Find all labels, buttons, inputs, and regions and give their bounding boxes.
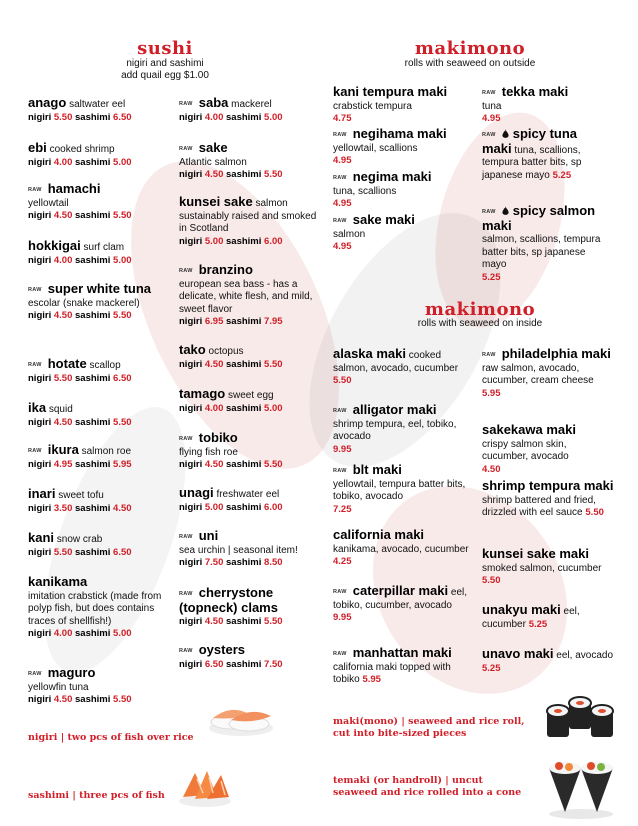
- item-description: raw salmon, avocado, cucumber, cream cheese: [482, 362, 594, 386]
- menu-item: [179, 97, 324, 124]
- item-name: alaska maki: [333, 346, 407, 361]
- item-name: sake maki: [352, 212, 415, 227]
- sashimi-label: sashimi: [75, 210, 111, 221]
- raw-badge: RAW: [333, 468, 347, 474]
- item-name: super white tuna: [47, 281, 152, 296]
- sashimi-price: 6.50: [113, 372, 132, 384]
- footer-nigiri: nigiri | two pcs of fish over rice: [28, 732, 194, 743]
- item-description: crabstick tempura: [333, 100, 412, 112]
- menu-item: [28, 97, 173, 124]
- item-name: ikura: [47, 442, 79, 457]
- nigiri-shrimp-image: [205, 698, 275, 738]
- item-price: 4.95: [482, 113, 501, 124]
- nigiri-price: 4.50: [204, 459, 224, 470]
- item-description: shrimp tempura, eel, tobiko, avocado: [333, 418, 457, 442]
- nigiri-price: 4.00: [204, 111, 224, 123]
- item-name: california maki: [333, 527, 425, 542]
- item-name: sakekawa maki: [482, 422, 576, 437]
- menu-item: [179, 196, 324, 248]
- item-price: 5.50: [482, 575, 501, 586]
- nigiri-label: nigiri: [28, 458, 52, 470]
- sashimi-label: sashimi: [226, 358, 262, 370]
- item-description: yellowfin tuna: [28, 681, 89, 693]
- menu-item: [482, 86, 610, 126]
- menu-item: [28, 402, 173, 429]
- item-prices: [179, 359, 324, 372]
- item-name: unavo maki: [482, 646, 554, 661]
- sashimi-label: sashimi: [226, 501, 262, 513]
- item-name: saba: [198, 95, 229, 110]
- item-name: sake: [198, 140, 228, 155]
- nigiri-label: nigiri: [179, 111, 203, 123]
- sashimi-label: sashimi: [226, 616, 262, 627]
- sushi-subtitle-1: nigiri and sashimi: [126, 58, 204, 69]
- sashimi-price: 5.00: [264, 111, 283, 123]
- raw-badge: RAW: [333, 651, 347, 657]
- sashimi-label: sashimi: [75, 546, 111, 558]
- nigiri-label: nigiri: [179, 459, 203, 470]
- item-prices: [179, 557, 324, 570]
- menu-item: [28, 532, 173, 559]
- sashimi-price: 5.95: [113, 458, 132, 470]
- item-name: tobiko: [198, 430, 238, 445]
- item-name: kanikama: [28, 574, 88, 589]
- raw-badge: RAW: [482, 209, 496, 215]
- menu-item: [179, 530, 324, 570]
- nigiri-label: nigiri: [179, 169, 203, 180]
- menu-item: [482, 348, 614, 400]
- sashimi-label: sashimi: [226, 235, 262, 247]
- item-description: snow crab: [54, 534, 103, 545]
- menu-item: [333, 404, 473, 456]
- item-prices: [179, 403, 324, 416]
- item-prices: [28, 417, 173, 430]
- item-price: 4.75: [333, 113, 352, 124]
- nigiri-label: nigiri: [28, 694, 52, 705]
- menu-item: [482, 480, 614, 520]
- item-description: cooked salmon, avocado, cucumber: [333, 350, 459, 374]
- item-prices: [28, 503, 173, 516]
- item-name: branzino: [198, 262, 253, 277]
- sashimi-image: [175, 765, 235, 810]
- menu-item: [333, 214, 478, 254]
- raw-badge: RAW: [179, 268, 193, 274]
- menu-item: [28, 488, 173, 515]
- item-name: kani: [28, 530, 55, 545]
- raw-badge: RAW: [28, 287, 42, 293]
- raw-badge: RAW: [179, 591, 193, 597]
- sashimi-label: sashimi: [75, 502, 111, 514]
- item-description: kanikama, avocado, cucumber: [333, 543, 469, 555]
- sushi-title: sushi: [137, 38, 193, 59]
- item-name: unagi: [179, 485, 214, 500]
- sashimi-price: 5.50: [264, 616, 283, 627]
- nigiri-label: nigiri: [179, 316, 203, 327]
- sashimi-label: sashimi: [226, 459, 262, 470]
- menu-item: [482, 604, 614, 631]
- sashimi-price: 5.50: [113, 210, 132, 221]
- item-name: kunsei sake: [179, 194, 253, 209]
- item-prices: [28, 255, 173, 268]
- item-prices: [179, 659, 324, 672]
- raw-badge: RAW: [179, 436, 193, 442]
- item-prices: [179, 459, 324, 472]
- nigiri-price: 4.00: [53, 628, 73, 639]
- nigiri-label: nigiri: [28, 210, 52, 221]
- item-description: scallop: [86, 360, 121, 371]
- item-name: unakyu maki: [482, 602, 561, 617]
- sashimi-price: 8.50: [264, 557, 283, 568]
- item-prices: [28, 112, 173, 125]
- footer-sashimi: sashimi | three pcs of fish: [28, 790, 165, 801]
- nigiri-label: nigiri: [28, 628, 52, 639]
- nigiri-label: nigiri: [179, 616, 203, 627]
- item-prices: [28, 694, 173, 707]
- item-name: blt maki: [352, 462, 402, 477]
- item-name: shrimp tempura maki: [482, 478, 614, 493]
- nigiri-label: nigiri: [28, 546, 52, 558]
- nigiri-price: 5.50: [53, 111, 73, 123]
- nigiri-price: 4.50: [204, 169, 224, 180]
- menu-item: [179, 487, 324, 514]
- item-name: uni: [198, 528, 219, 543]
- item-description: sweet tofu: [55, 490, 104, 501]
- nigiri-label: nigiri: [179, 501, 203, 513]
- item-description: california maki topped with tobiko: [333, 661, 451, 685]
- item-description: tuna, scallions, tempura batter bits, sp japanese mayo: [482, 144, 582, 181]
- sashimi-price: 5.50: [113, 416, 132, 428]
- raw-badge: RAW: [482, 90, 496, 96]
- menu-item: [28, 142, 173, 169]
- menu-item: [28, 183, 173, 223]
- menu-item: [333, 171, 478, 211]
- item-prices: [28, 210, 173, 223]
- makimono-outside-title: makimono: [414, 38, 526, 59]
- nigiri-price: 4.50: [204, 616, 224, 627]
- sashimi-price: 7.95: [264, 316, 283, 327]
- menu-item: [482, 128, 610, 182]
- sashimi-price: 5.50: [264, 459, 283, 470]
- item-name: hokkigai: [28, 238, 81, 253]
- menu-item: [179, 587, 324, 629]
- menu-item: [179, 644, 324, 671]
- item-name: cherrystone (topneck) clams: [179, 585, 278, 615]
- item-description: crispy salmon skin, cucumber, avocado: [482, 438, 569, 462]
- menu-item: [333, 464, 473, 516]
- nigiri-price: 6.50: [204, 658, 224, 670]
- nigiri-price: 4.50: [204, 358, 224, 370]
- raw-badge: RAW: [482, 352, 496, 358]
- sashimi-label: sashimi: [75, 254, 111, 266]
- item-description: flying fish roe: [179, 446, 238, 458]
- item-price: 4.95: [333, 155, 352, 166]
- item-description: salmon roe: [78, 446, 132, 457]
- menu-item: [28, 576, 173, 641]
- item-name: negima maki: [352, 169, 432, 184]
- item-description: european sea bass - has a delicate, white flesh, and mild, sweet flavor: [179, 278, 313, 315]
- item-name: ebi: [28, 140, 47, 155]
- sashimi-label: sashimi: [226, 316, 262, 327]
- item-name: tamago: [179, 386, 226, 401]
- item-prices: [179, 236, 324, 249]
- nigiri-label: nigiri: [28, 372, 52, 384]
- sashimi-price: 5.00: [113, 156, 132, 168]
- makimono-inside-subtitle: rolls with seaweed on inside: [417, 318, 543, 329]
- nigiri-price: 5.50: [53, 372, 73, 384]
- raw-badge: RAW: [28, 187, 42, 193]
- nigiri-price: 4.00: [204, 402, 224, 414]
- item-prices: [28, 547, 173, 560]
- menu-item: [179, 264, 324, 329]
- sashimi-price: 5.50: [264, 358, 283, 370]
- makimono-inside-title: makimono: [424, 299, 536, 320]
- item-name: negihama maki: [352, 126, 447, 141]
- item-price: 5.50: [333, 375, 352, 386]
- nigiri-label: nigiri: [179, 358, 203, 370]
- item-price: 4.95: [333, 198, 352, 209]
- raw-badge: RAW: [333, 589, 347, 595]
- nigiri-price: 7.50: [204, 557, 224, 568]
- item-description: saltwater eel: [66, 99, 126, 110]
- raw-badge: RAW: [333, 218, 347, 224]
- item-name: anago: [28, 95, 67, 110]
- maki-roll-image: [545, 693, 615, 741]
- nigiri-label: nigiri: [28, 502, 52, 514]
- sashimi-label: sashimi: [226, 402, 262, 414]
- temaki-image: [545, 758, 617, 820]
- item-description: escolar (snake mackerel): [28, 297, 140, 309]
- item-name: kani tempura maki: [333, 84, 448, 99]
- raw-badge: RAW: [179, 534, 193, 540]
- item-description: yellowtail: [28, 197, 69, 209]
- item-price: 5.25: [528, 618, 548, 630]
- item-name: ika: [28, 400, 47, 415]
- item-description: surf clam: [80, 242, 125, 253]
- item-prices: [28, 459, 173, 472]
- menu-item: [28, 667, 173, 707]
- item-description: sea urchin | seasonal item!: [179, 544, 298, 556]
- item-name: tekka maki: [501, 84, 569, 99]
- sashimi-price: 6.00: [264, 501, 283, 513]
- menu-item: [482, 648, 614, 675]
- nigiri-price: 6.95: [204, 316, 224, 327]
- item-description: tuna, scallions: [333, 185, 397, 197]
- nigiri-price: 4.00: [53, 254, 73, 266]
- sashimi-price: 6.50: [113, 546, 132, 558]
- item-description: eel, tobiko, cucumber, avocado: [333, 587, 468, 611]
- item-prices: [179, 502, 324, 515]
- menu-item: [482, 205, 610, 284]
- footer-maki: maki(mono) | seaweed and rice roll, cut into bite-sized pieces: [333, 716, 525, 739]
- menu-item: [179, 142, 324, 182]
- menu-item: [333, 585, 473, 625]
- item-name: inari: [28, 486, 56, 501]
- sashimi-label: sashimi: [75, 416, 111, 428]
- nigiri-price: 4.50: [53, 694, 73, 705]
- nigiri-price: 5.00: [204, 501, 224, 513]
- nigiri-label: nigiri: [28, 111, 52, 123]
- item-description: eel, avocado: [553, 650, 614, 661]
- menu-item: [333, 348, 473, 388]
- nigiri-price: 4.50: [53, 310, 73, 321]
- item-prices: [179, 616, 324, 629]
- item-description: tuna: [482, 100, 502, 112]
- item-description: squid: [46, 404, 73, 415]
- item-price: 5.50: [585, 507, 604, 518]
- item-prices: [179, 316, 324, 329]
- nigiri-price: 4.00: [53, 156, 73, 168]
- item-name: tako: [179, 342, 206, 357]
- item-price: 5.95: [362, 674, 381, 685]
- item-prices: [28, 373, 173, 386]
- sashimi-label: sashimi: [226, 169, 262, 180]
- item-name: kunsei sake maki: [482, 546, 589, 561]
- makimono-outside-subtitle: rolls with seaweed on outside: [404, 58, 536, 69]
- item-name: hamachi: [47, 181, 101, 196]
- item-name: hotate: [47, 356, 87, 371]
- raw-badge: RAW: [179, 648, 193, 654]
- item-description: octopus: [205, 346, 244, 357]
- sashimi-price: 5.00: [113, 628, 132, 639]
- item-description: salmon sustainably raised and smoked in Scotland: [179, 198, 317, 234]
- item-price: 5.95: [482, 387, 501, 399]
- nigiri-label: nigiri: [28, 310, 52, 321]
- sashimi-label: sashimi: [75, 628, 111, 639]
- item-description: smoked salmon, cucumber: [482, 562, 602, 574]
- item-description: shrimp battered and fried, drizzled with eel sauce: [482, 494, 596, 518]
- sashimi-label: sashimi: [75, 310, 111, 321]
- sashimi-label: sashimi: [75, 458, 111, 470]
- item-prices: [179, 112, 324, 125]
- sashimi-price: 5.00: [264, 402, 283, 414]
- item-name: spicy tuna maki: [482, 126, 578, 156]
- sashimi-price: 5.50: [113, 310, 132, 321]
- menu-item: [482, 424, 614, 476]
- nigiri-label: nigiri: [28, 156, 52, 168]
- sashimi-label: sashimi: [226, 658, 262, 670]
- menu-item: [333, 86, 478, 126]
- nigiri-label: nigiri: [28, 416, 52, 428]
- sashimi-label: sashimi: [75, 694, 111, 705]
- raw-badge: RAW: [28, 448, 42, 454]
- sashimi-price: 7.50: [264, 658, 283, 670]
- item-description: mackerel: [228, 99, 272, 110]
- nigiri-price: 4.50: [53, 210, 73, 221]
- item-name: manhattan maki: [352, 645, 452, 660]
- item-prices: [179, 169, 324, 182]
- item-name: maguro: [47, 665, 96, 680]
- menu-item: [179, 432, 324, 472]
- nigiri-label: nigiri: [179, 557, 203, 568]
- raw-badge: RAW: [179, 101, 193, 107]
- nigiri-price: 3.50: [53, 502, 73, 514]
- item-price: 9.95: [333, 443, 352, 455]
- item-description: cooked shrimp: [46, 144, 115, 155]
- sashimi-price: 6.00: [264, 235, 283, 247]
- nigiri-price: 5.50: [53, 546, 73, 558]
- item-description: salmon: [333, 228, 366, 240]
- item-price: 4.50: [482, 463, 501, 475]
- sashimi-label: sashimi: [75, 156, 111, 168]
- menu-item: [333, 128, 478, 168]
- menu-item: [482, 548, 614, 588]
- raw-badge: RAW: [333, 175, 347, 181]
- item-prices: [28, 157, 173, 170]
- item-price: 4.95: [333, 241, 352, 252]
- item-price: 5.25: [552, 169, 572, 181]
- item-name: philadelphia maki: [501, 346, 611, 361]
- nigiri-label: nigiri: [179, 235, 203, 247]
- menu-item: [28, 358, 173, 385]
- item-prices: [28, 310, 173, 323]
- item-name: caterpillar maki: [352, 583, 449, 598]
- item-description: Atlantic salmon: [179, 156, 247, 168]
- menu-item: [179, 344, 324, 371]
- nigiri-price: 4.50: [53, 416, 73, 428]
- item-price: 5.25: [482, 662, 501, 674]
- sashimi-price: 5.00: [113, 254, 132, 266]
- sashimi-price: 6.50: [113, 111, 132, 123]
- item-price: 4.25: [333, 556, 352, 567]
- item-prices: [28, 628, 173, 641]
- item-price: 5.25: [482, 271, 501, 283]
- item-description: salmon, scallions, tempura batter bits, sp japanese mayo: [482, 234, 601, 270]
- item-name: oysters: [198, 642, 245, 657]
- menu-item: [179, 388, 324, 415]
- sashimi-price: 5.50: [113, 694, 132, 705]
- nigiri-label: nigiri: [179, 402, 203, 414]
- raw-badge: RAW: [333, 132, 347, 138]
- sushi-subtitle-2: add quail egg $1.00: [121, 70, 209, 81]
- raw-badge: RAW: [333, 408, 347, 414]
- sashimi-label: sashimi: [75, 372, 111, 384]
- menu-item: [333, 529, 473, 569]
- footer-temaki: temaki (or handroll) | uncut seaweed and rice rolled into a cone: [333, 775, 522, 798]
- item-price: 7.25: [333, 503, 352, 515]
- menu-item: [28, 444, 173, 471]
- menu-item: [333, 647, 473, 687]
- sashimi-label: sashimi: [75, 111, 111, 123]
- sashimi-label: sashimi: [226, 111, 262, 123]
- item-price: 9.95: [333, 612, 352, 623]
- item-description: imitation crabstick (made from polyp fish, but does contains traces of shellfish!): [28, 590, 162, 627]
- menu-item: [28, 283, 173, 323]
- raw-badge: RAW: [28, 362, 42, 368]
- sashimi-price: 4.50: [113, 502, 132, 514]
- item-description: yellowtail, scallions: [333, 142, 418, 154]
- item-name: alligator maki: [352, 402, 437, 417]
- nigiri-label: nigiri: [179, 658, 203, 670]
- nigiri-price: 4.95: [53, 458, 73, 470]
- sashimi-label: sashimi: [226, 557, 262, 568]
- raw-badge: RAW: [482, 132, 496, 138]
- nigiri-price: 5.00: [204, 235, 224, 247]
- sashimi-price: 5.50: [264, 169, 283, 180]
- item-description: freshwater eel: [213, 489, 280, 500]
- raw-badge: RAW: [179, 146, 193, 152]
- spicy-flame-icon: [502, 129, 509, 139]
- nigiri-label: nigiri: [28, 254, 52, 266]
- item-name: spicy salmon maki: [482, 203, 596, 233]
- item-description: sweet egg: [225, 390, 274, 401]
- item-description: eel, cucumber: [482, 606, 580, 630]
- item-description: yellowtail, tempura batter bits, tobiko, avocado: [333, 478, 466, 502]
- menu-item: [28, 240, 173, 267]
- spicy-flame-icon: [502, 206, 509, 216]
- raw-badge: RAW: [28, 671, 42, 677]
